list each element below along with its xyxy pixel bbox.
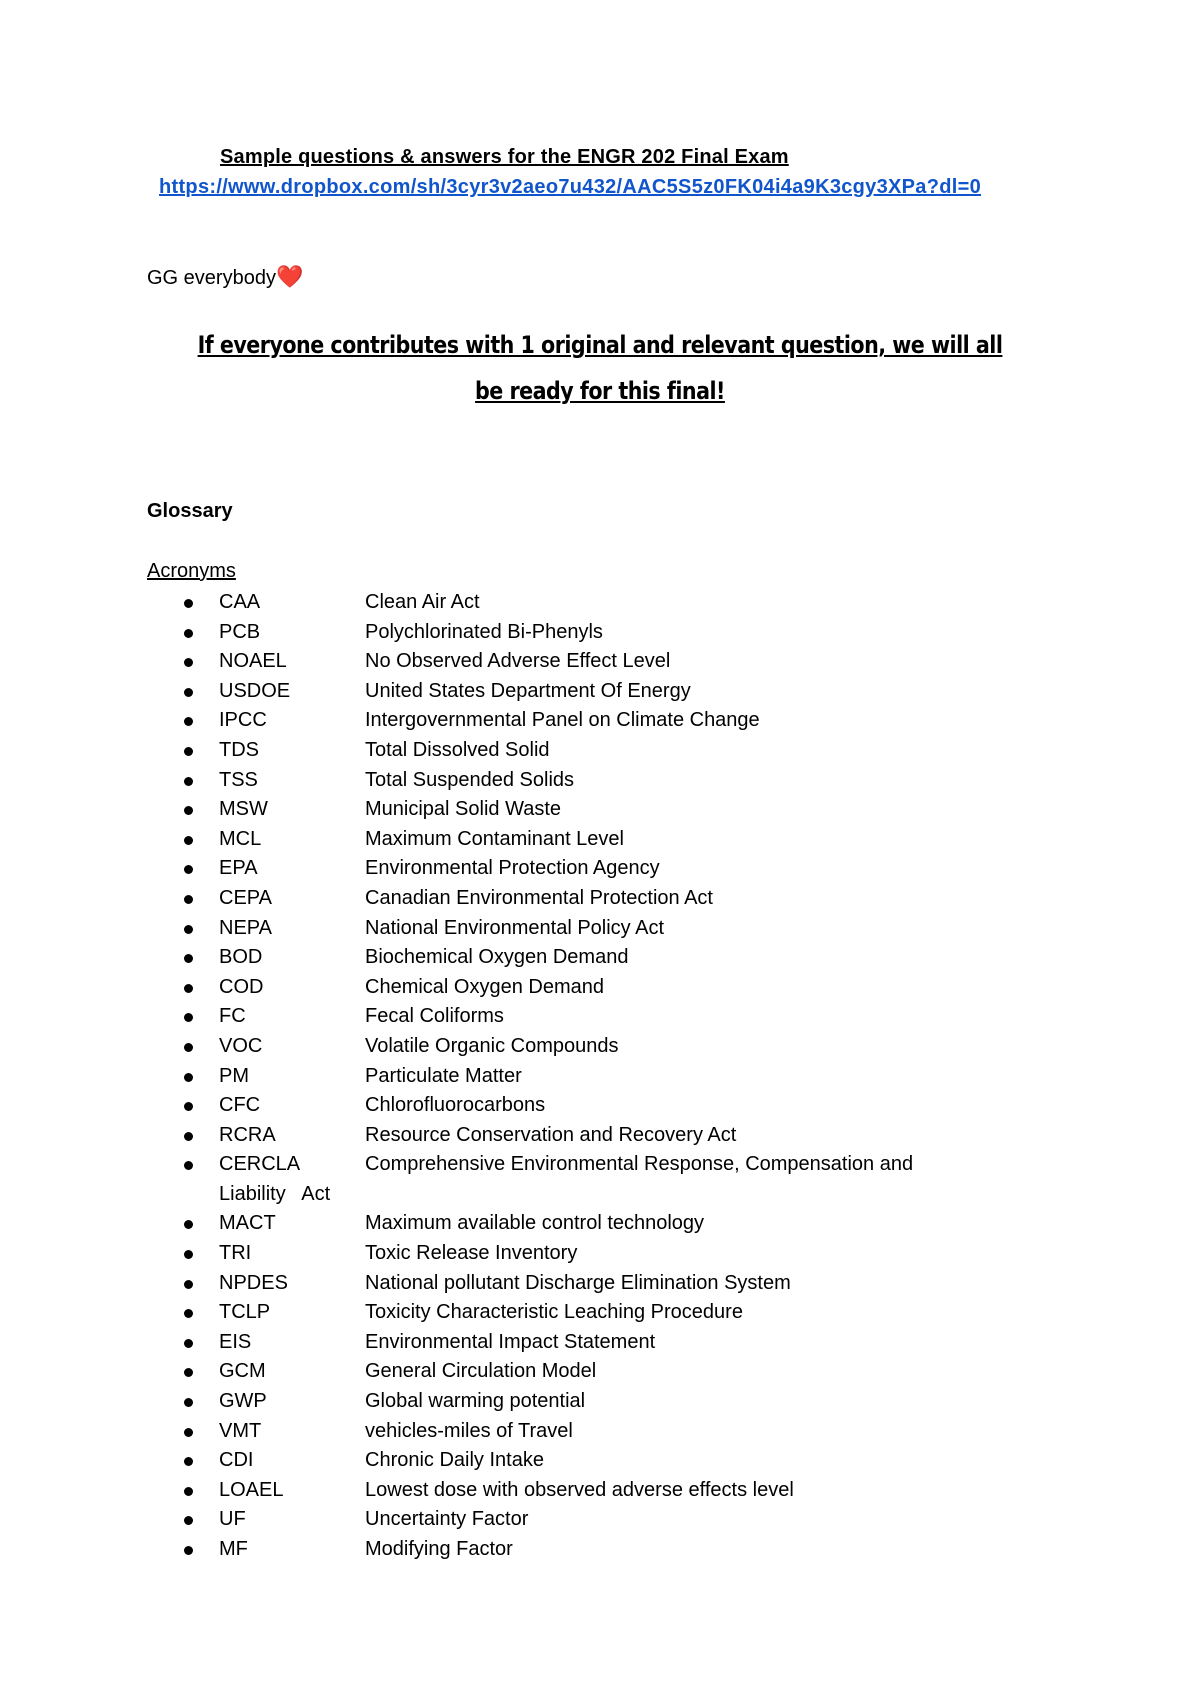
- list-item: [0, 1002, 1200, 1032]
- bullet-icon: [184, 806, 193, 815]
- bullet-icon: [184, 836, 193, 845]
- list-item: [0, 973, 1200, 1003]
- acronym-definition: Maximum available control technology: [365, 1212, 705, 1235]
- bullet-icon: [184, 629, 193, 638]
- acronym-definition: Toxic Release Inventory: [365, 1242, 578, 1265]
- acronym-abbr: IPCC: [219, 709, 267, 732]
- acronym-abbr: EIS: [219, 1330, 252, 1353]
- bullet-icon: [184, 1043, 193, 1052]
- acronym-definition: Uncertainty Factor: [365, 1508, 529, 1531]
- acronym-definition-continued: Liability Act: [219, 1182, 331, 1205]
- list-item: [0, 1357, 1200, 1387]
- acronym-definition: Biochemical Oxygen Demand: [365, 946, 629, 969]
- acronym-definition: Toxicity Characteristic Leaching Procedure: [365, 1301, 743, 1324]
- acronym-definition: Chemical Oxygen Demand: [365, 975, 604, 998]
- list-item: [0, 766, 1200, 796]
- acronym-list: [0, 588, 1200, 1565]
- acronym-definition: Lowest dose with observed adverse effects level: [365, 1478, 794, 1501]
- list-item: [0, 1535, 1200, 1565]
- acronym-abbr: VOC: [219, 1034, 263, 1057]
- list-item: [0, 854, 1200, 884]
- heart-icon: ❤️: [275, 264, 304, 289]
- list-item: [0, 1387, 1200, 1417]
- list-item: [0, 1062, 1200, 1092]
- acronym-definition: Environmental Protection Agency: [365, 857, 660, 880]
- list-item: [0, 736, 1200, 766]
- bullet-icon: [184, 925, 193, 934]
- list-item: [0, 1476, 1200, 1506]
- acronym-definition: Intergovernmental Panel on Climate Change: [365, 709, 760, 732]
- acronym-definition: Chronic Daily Intake: [365, 1449, 544, 1472]
- bullet-icon: [184, 1368, 193, 1377]
- acronym-abbr: BOD: [219, 946, 263, 969]
- acronym-abbr: UF: [219, 1508, 246, 1531]
- acronym-definition: Chlorofluorocarbons: [365, 1094, 546, 1117]
- bullet-icon: [184, 1457, 193, 1466]
- greeting-line: [147, 264, 303, 290]
- acronym-abbr: GWP: [219, 1390, 267, 1413]
- acronym-abbr: TRI: [219, 1242, 252, 1265]
- bullet-icon: [184, 1132, 193, 1141]
- acronym-definition: Resource Conservation and Recovery Act: [365, 1123, 737, 1146]
- acronym-definition: Modifying Factor: [365, 1538, 513, 1560]
- bullet-icon: [184, 1428, 193, 1437]
- acronym-definition: Municipal Solid Waste: [365, 798, 562, 821]
- glossary-heading: Glossary: [147, 500, 233, 522]
- bullet-icon: [184, 865, 193, 874]
- acronym-abbr: EPA: [219, 857, 258, 880]
- bullet-icon: [184, 1013, 193, 1022]
- list-item: [0, 1328, 1200, 1358]
- bullet-icon: [184, 599, 193, 608]
- acronym-abbr: MSW: [219, 798, 268, 821]
- list-item: [0, 884, 1200, 914]
- acronym-definition: Polychlorinated Bi-Phenyls: [365, 620, 603, 643]
- dropbox-link[interactable]: https://www.dropbox.com/sh/3cyr3v2aeo7u432/AAC5S5z0FK04i4a9K3cgy3XPa?dl=0: [159, 176, 982, 198]
- acronym-abbr: COD: [219, 975, 264, 998]
- bullet-icon: [184, 1398, 193, 1407]
- list-item: [0, 825, 1200, 855]
- bullet-icon: [184, 658, 193, 667]
- acronym-definition: Total Suspended Solids: [365, 768, 575, 791]
- bullet-icon: [184, 1250, 193, 1259]
- list-item: [0, 1209, 1200, 1239]
- acronym-definition: vehicles-miles of Travel: [365, 1419, 573, 1442]
- acronym-definition: Comprehensive Environmental Response, Compensation and: [365, 1153, 914, 1176]
- bullet-icon: [184, 1073, 193, 1082]
- acronym-abbr: NEPA: [219, 916, 272, 939]
- acronym-definition: General Circulation Model: [365, 1360, 597, 1383]
- list-item: [0, 618, 1200, 648]
- bullet-icon: [184, 954, 193, 963]
- list-item: [0, 1091, 1200, 1121]
- bullet-icon: [184, 1280, 193, 1289]
- acronym-definition: Total Dissolved Solid: [365, 738, 550, 761]
- acronyms-heading: Acronyms: [147, 560, 236, 582]
- acronym-definition: Environmental Impact Statement: [365, 1330, 656, 1353]
- acronym-abbr: GCM: [219, 1360, 266, 1383]
- acronym-definition: National pollutant Discharge Elimination System: [365, 1271, 791, 1294]
- bullet-icon: [184, 688, 193, 697]
- bullet-icon: [184, 895, 193, 904]
- bullet-icon: [184, 1161, 193, 1170]
- bullet-icon: [184, 777, 193, 786]
- acronym-abbr: CEPA: [219, 886, 272, 909]
- list-item: [0, 1505, 1200, 1535]
- acronym-abbr: PCB: [219, 620, 261, 643]
- list-item: [0, 914, 1200, 944]
- acronym-definition: Maximum Contaminant Level: [365, 827, 624, 850]
- bullet-icon: [184, 1339, 193, 1348]
- bullet-icon: [184, 747, 193, 756]
- list-item: [0, 588, 1200, 618]
- list-item: [0, 1150, 1200, 1209]
- list-item: [0, 1121, 1200, 1151]
- acronym-definition: Particulate Matter: [365, 1064, 522, 1087]
- list-item: [0, 1446, 1200, 1476]
- bullet-icon: [184, 717, 193, 726]
- acronym-abbr: CAA: [219, 591, 261, 613]
- acronym-definition: Volatile Organic Compounds: [365, 1034, 619, 1057]
- acronym-abbr: CFC: [219, 1094, 261, 1117]
- acronym-definition: United States Department Of Energy: [365, 679, 691, 702]
- acronym-abbr: NOAEL: [219, 650, 287, 673]
- list-item: [0, 647, 1200, 677]
- acronym-abbr: TSS: [219, 768, 258, 791]
- list-item: [0, 943, 1200, 973]
- acronym-abbr: MACT: [219, 1212, 276, 1235]
- list-item: [0, 677, 1200, 707]
- acronym-abbr: TDS: [219, 738, 259, 761]
- acronym-abbr: RCRA: [219, 1123, 276, 1146]
- acronym-definition: Global warming potential: [365, 1390, 586, 1413]
- list-item: [0, 706, 1200, 736]
- acronym-abbr: PM: [219, 1064, 249, 1087]
- acronym-definition: No Observed Adverse Effect Level: [365, 650, 671, 673]
- bullet-icon: [184, 1220, 193, 1229]
- acronym-abbr: USDOE: [219, 679, 291, 702]
- acronym-abbr: NPDES: [219, 1271, 288, 1294]
- list-item: [0, 1417, 1200, 1447]
- acronym-definition: Canadian Environmental Protection Act: [365, 886, 713, 909]
- acronym-definition: Fecal Coliforms: [365, 1005, 504, 1028]
- greeting-text: GG everybody: [147, 267, 276, 289]
- acronym-abbr: CDI: [219, 1449, 254, 1472]
- bullet-icon: [184, 1309, 193, 1318]
- list-item: [0, 1032, 1200, 1062]
- acronym-definition: Clean Air Act: [365, 591, 480, 613]
- bullet-icon: [184, 1546, 193, 1555]
- list-item: [0, 1269, 1200, 1299]
- list-item: [0, 1239, 1200, 1269]
- acronym-definition: National Environmental Policy Act: [365, 916, 665, 939]
- headline: If everyone contributes with 1 original and relevant question, we will all be ready for this final!: [197, 331, 1003, 405]
- list-item: [0, 795, 1200, 825]
- bullet-icon: [184, 1487, 193, 1496]
- acronym-abbr: TCLP: [219, 1301, 271, 1324]
- bullet-icon: [184, 984, 193, 993]
- acronym-abbr: VMT: [219, 1419, 262, 1442]
- acronym-abbr: MF: [219, 1538, 248, 1560]
- list-item: [0, 1298, 1200, 1328]
- bullet-icon: [184, 1102, 193, 1111]
- acronym-abbr: CERCLA: [219, 1153, 301, 1176]
- acronym-abbr: MCL: [219, 827, 262, 850]
- document-title: Sample questions & answers for the ENGR 202 Final Exam: [220, 146, 789, 168]
- acronym-abbr: LOAEL: [219, 1478, 284, 1501]
- bullet-icon: [184, 1516, 193, 1525]
- acronym-abbr: FC: [219, 1005, 246, 1028]
